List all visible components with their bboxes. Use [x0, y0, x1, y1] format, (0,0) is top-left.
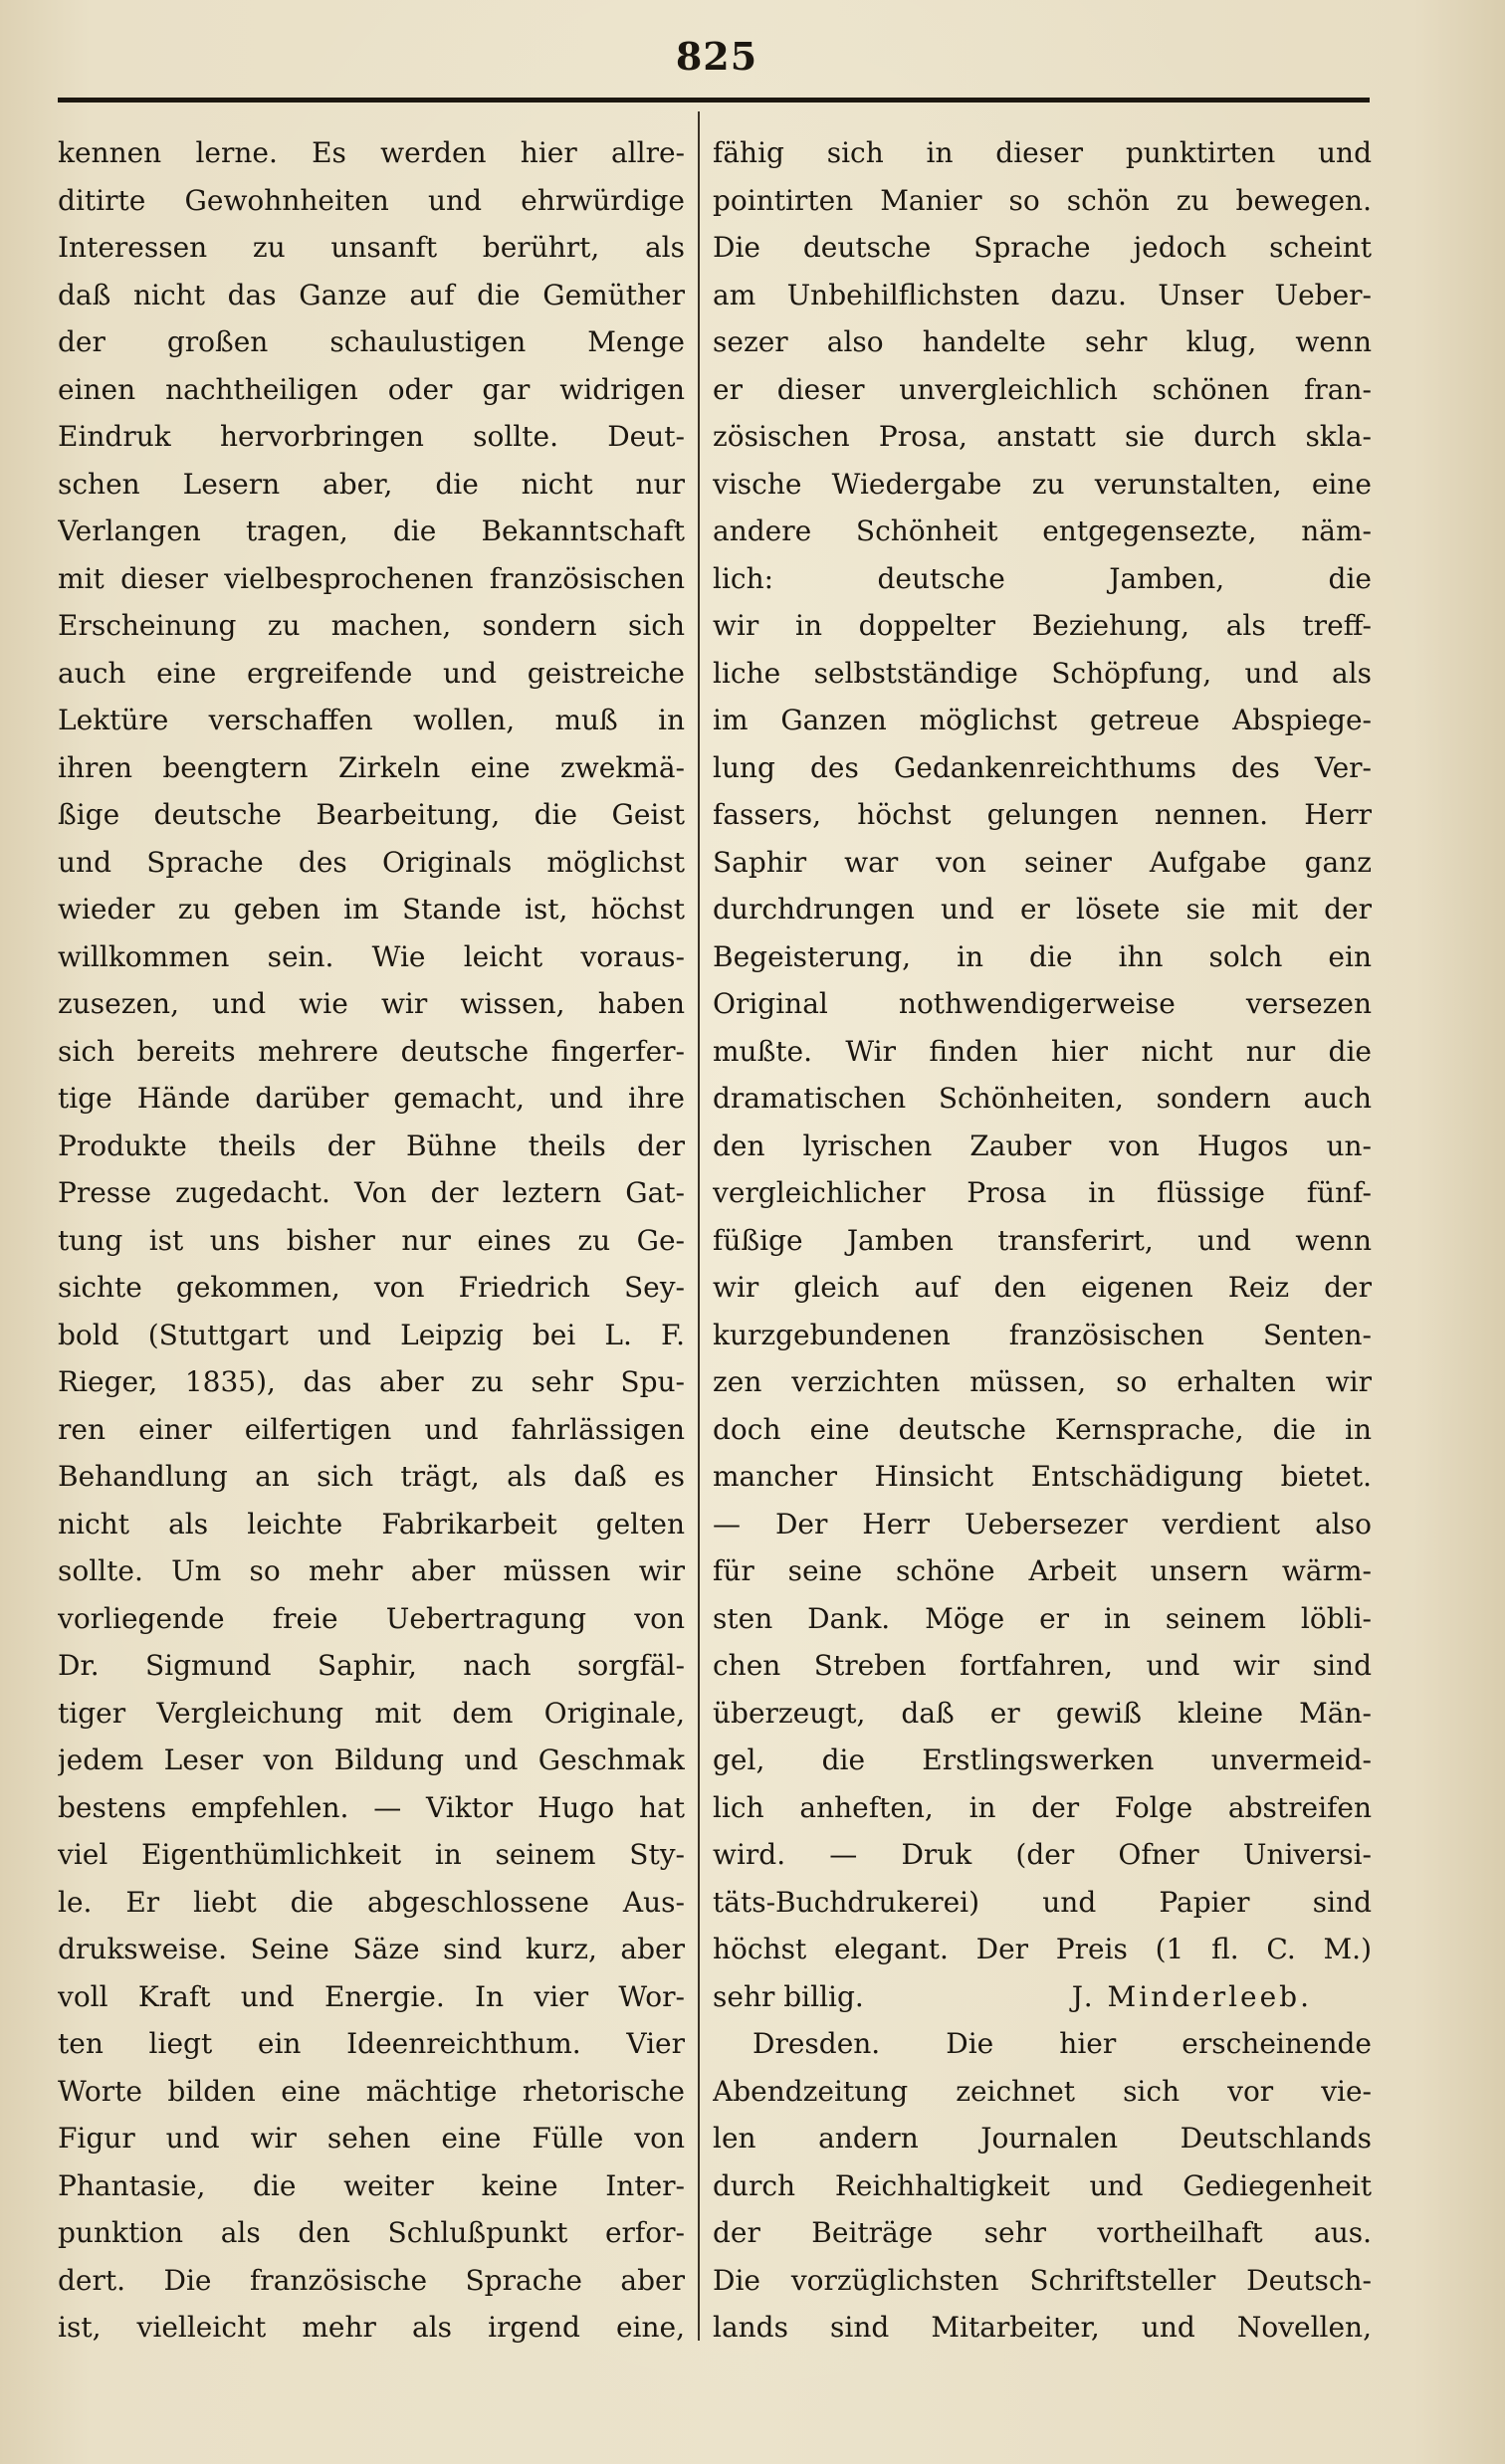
text-line: zösischen Prosa, anstatt sie durch skla- — [713, 420, 1372, 453]
text-line: sollte. Um so mehr aber müssen wir — [58, 1554, 685, 1587]
text-line: vische Wiedergabe zu verunstalten, eine — [713, 467, 1372, 501]
dresden-article — [713, 2020, 1372, 2352]
text-line: tige Hände darüber gemacht, und ihre — [58, 1082, 685, 1115]
text-line: Die deutsche Sprache jedoch scheint — [713, 231, 1372, 264]
text-line: kurzgebundenen französischen Senten- — [713, 1318, 1372, 1351]
text-line: Figur und wir sehen eine Fülle von — [58, 2122, 685, 2155]
text-line: höchst elegant. Der Preis (1 fl. C. M.) — [713, 1933, 1372, 1965]
text-line: im Ganzen möglichst getreue Abspiege- — [713, 704, 1372, 736]
text-line: sich bereits mehrere deutsche fingerfer- — [58, 1034, 685, 1068]
text-line: Die vorzüglichsten Schriftsteller Deutsch- — [713, 2263, 1372, 2297]
text-line: Verlangen tragen, die Bekanntschaft — [58, 514, 685, 547]
text-line: fassers, höchst gelungen nennen. Herr — [713, 798, 1372, 831]
text-line: le. Er liebt die abgeschlossene Aus- — [58, 1885, 685, 1919]
text-line: Original nothwendigerweise versezen — [713, 987, 1372, 1020]
text-line: lich anheften, in der Folge abstreifen — [713, 1790, 1372, 1824]
text-line: zen verzichten müssen, so erhalten wir — [713, 1365, 1372, 1398]
closing-text: sehr billig. — [713, 1979, 864, 2013]
text-line: der großen schaulustigen Menge — [58, 325, 685, 358]
text-line: Interessen zu unsanft berührt, als — [58, 231, 685, 264]
text-line: täts-Buchdrukerei) und Papier sind — [713, 1885, 1372, 1919]
text-line: wir gleich auf den eigenen Reiz der — [713, 1271, 1372, 1304]
text-line: len andern Journalen Deutschlands — [713, 2122, 1372, 2155]
text-line: überzeugt, daß er gewiß kleine Män- — [713, 1696, 1372, 1730]
text-line: doch eine deutsche Kernsprache, die in — [713, 1412, 1372, 1446]
left-column — [58, 129, 685, 2352]
text-line: wird. — Druk (der Ofner Universi- — [713, 1838, 1372, 1871]
text-line: am Unbehilflichsten dazu. Unser Ueber- — [713, 278, 1372, 311]
text-line: Phantasie, die weiter keine Inter- — [58, 2168, 685, 2202]
text-line: druksweise. Seine Säze sind kurz, aber — [58, 1933, 685, 1965]
text-line: den lyrischen Zauber von Hugos un- — [713, 1129, 1372, 1162]
text-line: wieder zu geben im Stande ist, höchst — [58, 893, 685, 925]
text-line: bestens empfehlen. — Viktor Hugo hat — [58, 1790, 685, 1824]
text-line: liche selbstständige Schöpfung, und als — [713, 656, 1372, 690]
header-rule — [58, 98, 1370, 103]
text-line: der Beiträge sehr vortheilhaft aus. — [713, 2216, 1372, 2249]
text-line: Lektüre verschaffen wollen, muß in — [58, 704, 685, 736]
text-line: Dresden. Die hier erscheinende — [752, 2027, 1372, 2060]
text-line: fähig sich in dieser punktirten und — [713, 136, 1372, 169]
text-line: durchdrungen und er lösete sie mit der — [713, 893, 1372, 925]
text-line: Begeisterung, in die ihn solch ein — [713, 939, 1372, 973]
text-line: schen Lesern aber, die nicht nur — [58, 467, 685, 501]
text-line: daß nicht das Ganze auf die Gemüther — [58, 278, 685, 311]
text-line: nicht als leichte Fabrikarbeit gelten — [58, 1507, 685, 1540]
signature-line — [713, 1973, 1372, 2021]
text-line: und Sprache des Originals möglichst — [58, 845, 685, 879]
text-line: lich: deutsche Jamben, die — [713, 561, 1372, 595]
text-line: Worte bilden eine mächtige rhetorische — [58, 2074, 685, 2108]
text-line: zusezen, und wie wir wissen, haben — [58, 987, 685, 1020]
text-line: ten liegt ein Ideenreichthum. Vier — [58, 2027, 685, 2060]
right-column — [713, 129, 1372, 2352]
text-line: sichte gekommen, von Friedrich Sey- — [58, 1271, 685, 1304]
text-line: mußte. Wir finden hier nicht nur die — [713, 1034, 1372, 1068]
text-line: vergleichlicher Prosa in flüssige fünf- — [713, 1176, 1372, 1209]
text-line: für seine schöne Arbeit unsern wärm- — [713, 1554, 1372, 1587]
text-line: kennen lerne. Es werden hier allre- — [58, 136, 685, 169]
text-line: Produkte theils der Bühne theils der — [58, 1129, 685, 1162]
text-line: gel, die Erstlingswerken unvermeid- — [713, 1744, 1372, 1776]
text-line: Eindruk hervorbringen sollte. Deut- — [58, 420, 685, 453]
text-line: ßige deutsche Bearbeitung, die Geist — [58, 798, 685, 831]
text-line: Presse zugedacht. Von der leztern Gat- — [58, 1176, 685, 1209]
column-divider — [698, 111, 700, 2341]
author-signature: J. Minderleeb. — [1071, 1979, 1312, 2013]
text-line: dramatischen Schönheiten, sondern auch — [713, 1082, 1372, 1115]
text-line: Erscheinung zu machen, sondern sich — [58, 609, 685, 642]
text-line: sezer also handelte sehr klug, wenn — [713, 325, 1372, 358]
text-line: sten Dank. Möge er in seinem löbli- — [713, 1601, 1372, 1635]
text-line: wir in doppelter Beziehung, als treff- — [713, 609, 1372, 642]
text-line: einen nachtheiligen oder gar widrigen — [58, 372, 685, 406]
text-line: er dieser unvergleichlich schönen fran- — [713, 372, 1372, 406]
page-number: 825 — [675, 34, 758, 79]
text-line: voll Kraft und Energie. In vier Wor- — [58, 1979, 685, 2013]
text-line: chen Streben fortfahren, und wir sind — [713, 1649, 1372, 1682]
text-line: Dr. Sigmund Saphir, nach sorgfäl- — [58, 1649, 685, 1682]
text-line: — Der Herr Uebersezer verdient also — [713, 1507, 1372, 1540]
text-line: lands sind Mitarbeiter, und Novellen, — [713, 2311, 1372, 2344]
review-continuation — [713, 129, 1372, 1973]
text-line: jedem Leser von Bildung und Geschmak — [58, 1744, 685, 1776]
text-line: Abendzeitung zeichnet sich vor vie- — [713, 2074, 1372, 2108]
text-line: durch Reichhaltigkeit und Gediegenheit — [713, 2168, 1372, 2202]
text-line: punktion als den Schlußpunkt erfor- — [58, 2216, 685, 2249]
text-line: mancher Hinsicht Entschädigung bietet. — [713, 1460, 1372, 1493]
text-line: ditirte Gewohnheiten und ehrwürdige — [58, 183, 685, 217]
text-line: bold (Stuttgart und Leipzig bei L. F. — [58, 1318, 685, 1351]
text-line: tiger Vergleichung mit dem Originale, — [58, 1696, 685, 1730]
text-line: Rieger, 1835), das aber zu sehr Spu- — [58, 1365, 685, 1398]
text-line: willkommen sein. Wie leicht voraus- — [58, 939, 685, 973]
text-line: andere Schönheit entgegensezte, näm- — [713, 514, 1372, 547]
text-line: mit dieser vielbesprochenen französischen — [58, 561, 685, 595]
text-line: Saphir war von seiner Aufgabe ganz — [713, 845, 1372, 879]
text-line: viel Eigenthümlichkeit in seinem Sty- — [58, 1838, 685, 1871]
text-line: Behandlung an sich trägt, als daß es — [58, 1460, 685, 1493]
text-line: pointirten Manier so schön zu bewegen. — [713, 183, 1372, 217]
text-line: lung des Gedankenreichthums des Ver- — [713, 750, 1372, 784]
text-line: ist, vielleicht mehr als irgend eine, — [58, 2311, 685, 2344]
text-line: vorliegende freie Uebertragung von — [58, 1601, 685, 1635]
text-line: dert. Die französische Sprache aber — [58, 2263, 685, 2297]
text-line: tung ist uns bisher nur eines zu Ge- — [58, 1223, 685, 1257]
text-line: ren einer eilfertigen und fahrlässigen — [58, 1412, 685, 1446]
text-line: auch eine ergreifende und geistreiche — [58, 656, 685, 690]
text-line: füßige Jamben transferirt, und wenn — [713, 1223, 1372, 1257]
text-line: ihren beengtern Zirkeln eine zwekmä- — [58, 750, 685, 784]
